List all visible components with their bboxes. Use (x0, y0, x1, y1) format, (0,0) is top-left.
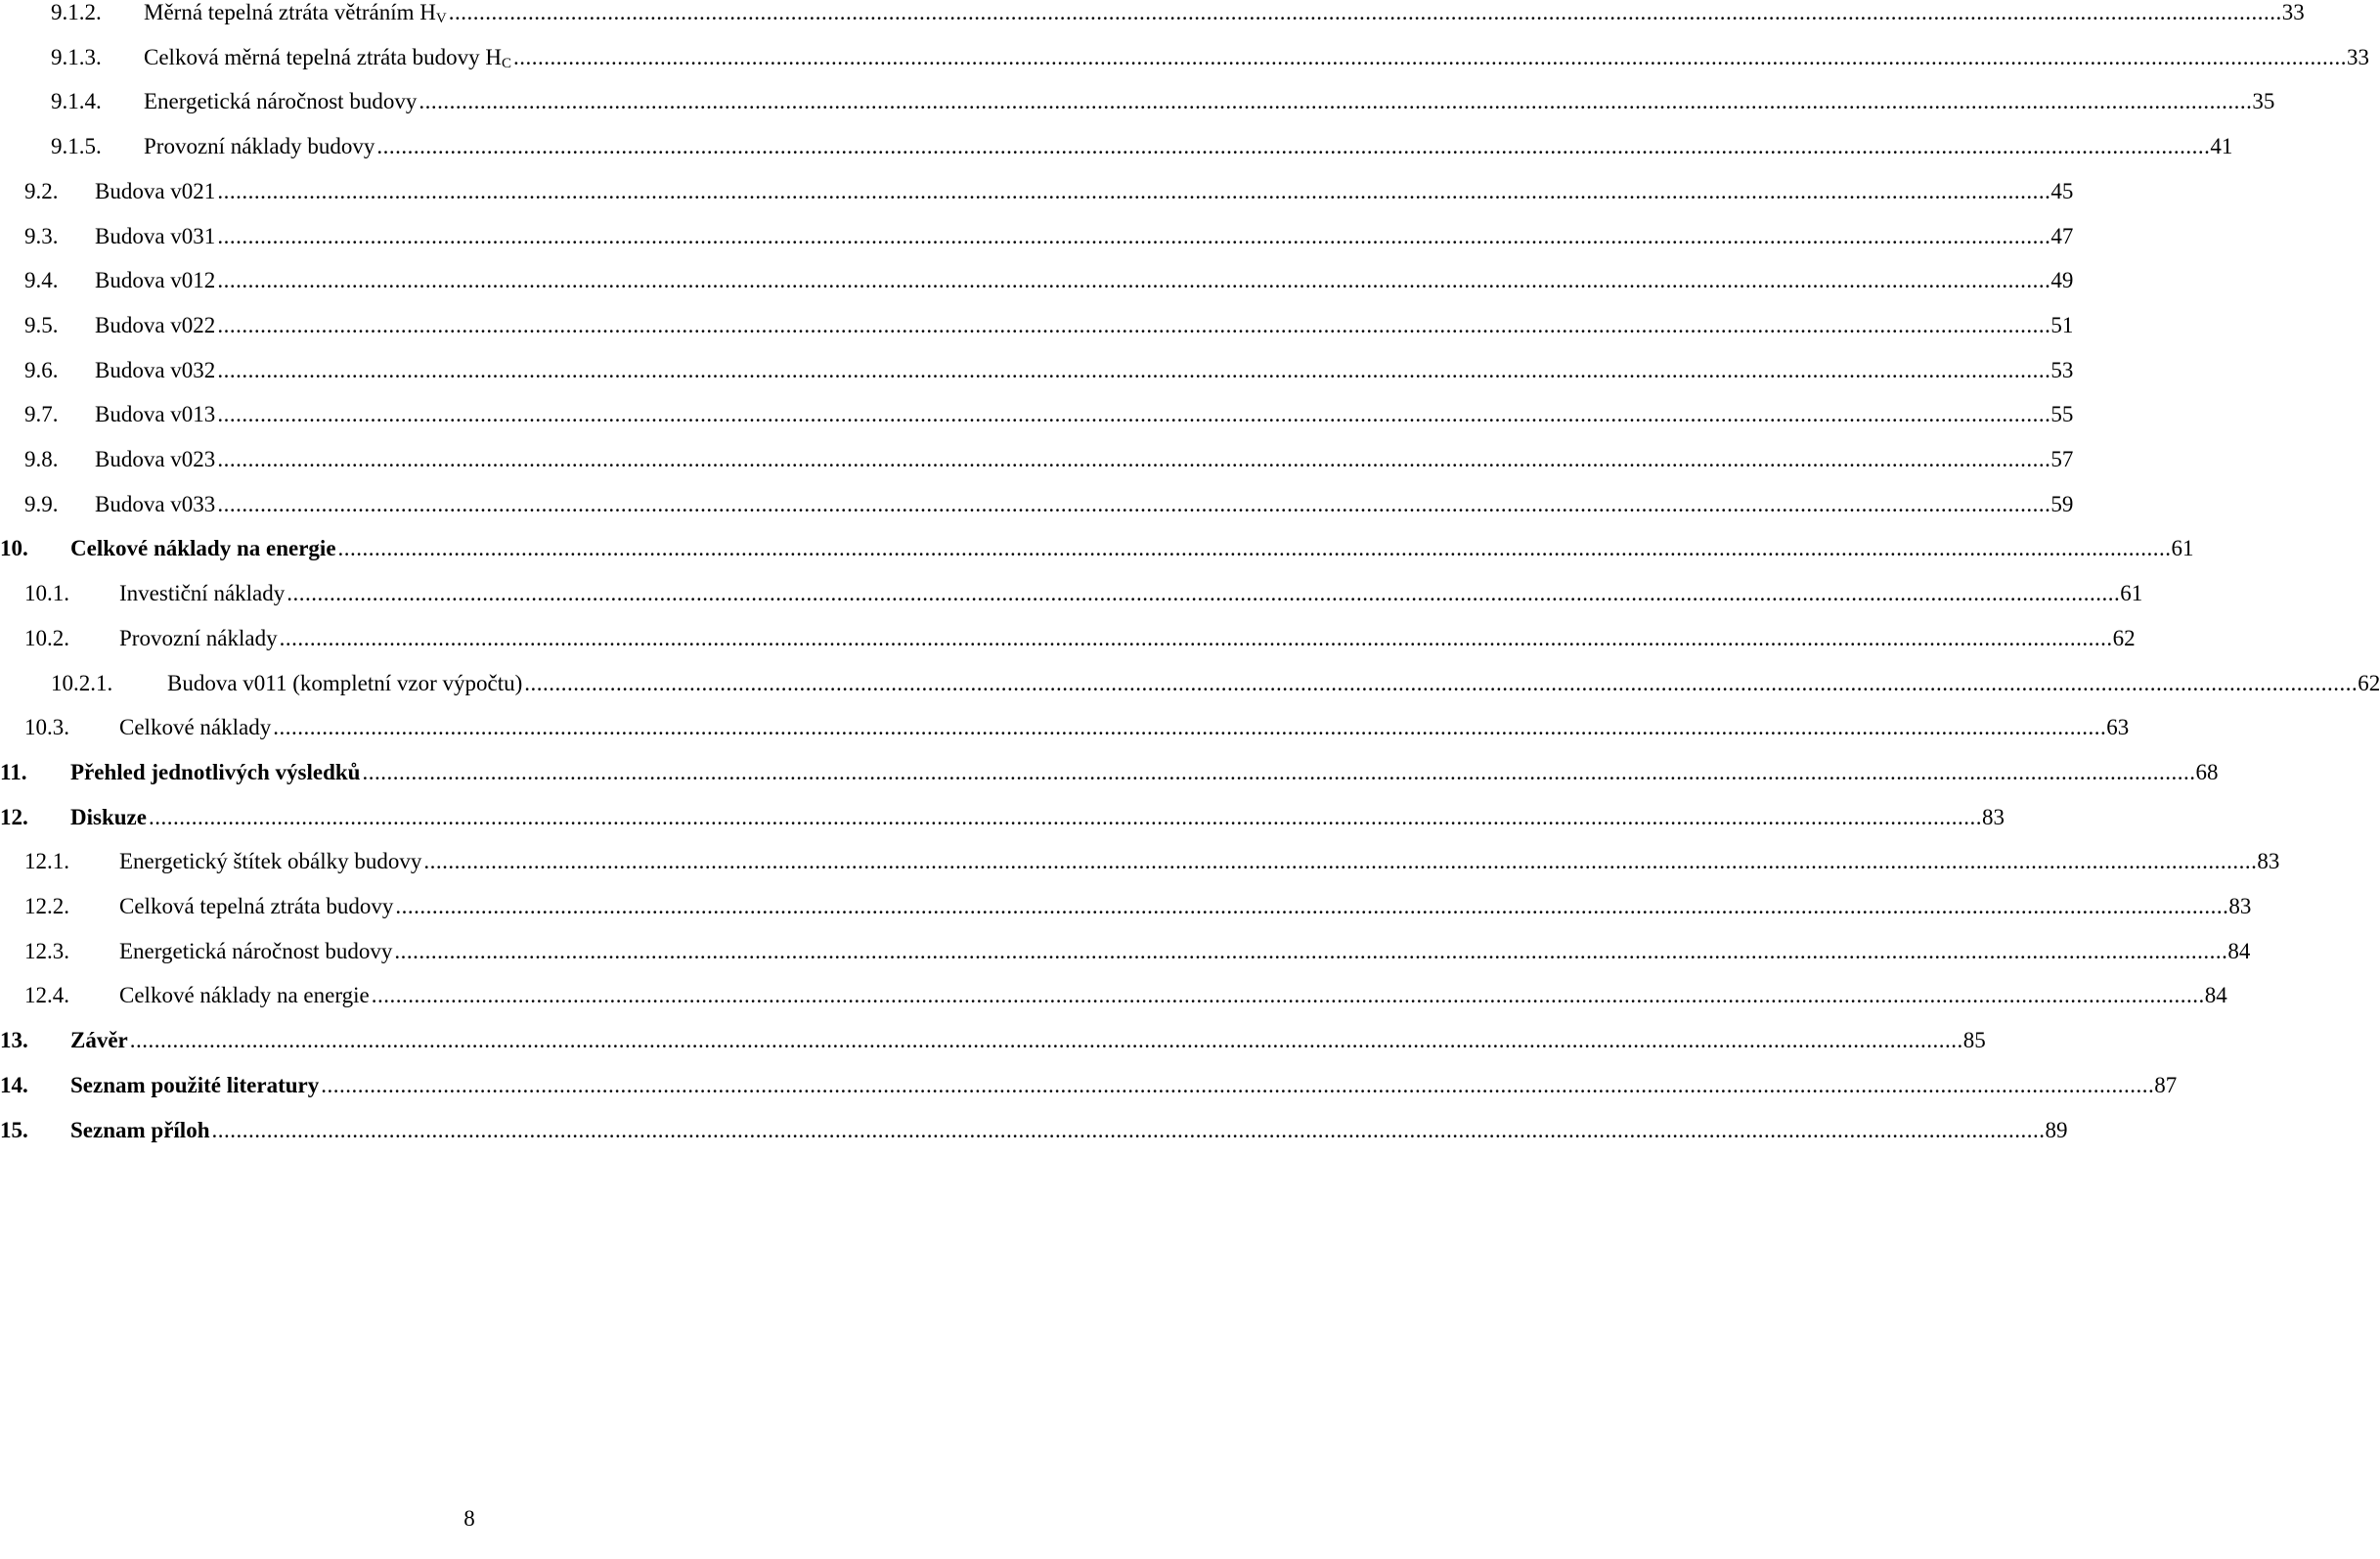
toc-entry-page: 53 (2050, 357, 2074, 382)
toc-entry-number: 12.1. (24, 849, 69, 874)
toc-entry[interactable] (0, 43, 2369, 72)
toc-entry-title: Seznam příloh (70, 1117, 210, 1142)
toc-entry-page: 85 (1962, 1028, 1986, 1053)
toc-entry-number: 10.3. (24, 715, 69, 740)
toc-entry[interactable] (0, 87, 2275, 116)
toc-entry-number: 12. (0, 804, 28, 829)
toc-entry[interactable] (0, 1026, 1986, 1055)
toc-entry-title: Měrná tepelná ztráta větráním $H_V$ (144, 0, 447, 26)
toc-entry-number: 10. (0, 536, 28, 561)
toc-entry[interactable] (0, 311, 2074, 340)
toc-dot-leader: ............................................................................................................................................................................................................................................................................................................ (217, 178, 2051, 203)
toc-entry-title: Diskuze (70, 804, 147, 829)
toc-entry[interactable] (0, 713, 2130, 742)
toc-entry-page: 55 (2050, 402, 2074, 427)
toc-entry-page: 47 (2050, 223, 2074, 248)
toc-dot-leader: ............................................................................................................................................................................................................................................................................................................ (371, 983, 2205, 1008)
toc-dot-leader: ............................................................................................................................................................................................................................................................................................................ (279, 625, 2113, 650)
toc-entry-number: 15. (0, 1117, 28, 1142)
toc-entry-title: Celkové náklady (119, 715, 272, 740)
toc-dot-leader: ............................................................................................................................................................................................................................................................................................................ (337, 536, 2172, 561)
toc-entry-title: Celková tepelná ztráta budovy (119, 894, 394, 918)
toc-entry[interactable] (0, 534, 2194, 563)
toc-entry[interactable] (0, 669, 2380, 698)
toc-dot-leader: ............................................................................................................................................................................................................................................................................................................ (423, 849, 2258, 874)
toc-entry[interactable] (0, 356, 2074, 385)
toc-entry-page: 61 (2171, 536, 2194, 561)
toc-entry-number: 9.1.5. (51, 134, 102, 159)
toc-entry-number: 9.5. (24, 312, 59, 337)
toc-entry[interactable] (0, 400, 2074, 429)
toc-entry[interactable] (0, 1116, 2068, 1145)
toc-entry-page: 83 (2257, 849, 2280, 874)
toc-entry-title: Celková měrná tepelná ztráta budovy $H_C$ (144, 44, 511, 71)
toc-entry-number: 11. (0, 759, 27, 784)
toc-dot-leader: ............................................................................................................................................................................................................................................................................................................ (362, 759, 2196, 784)
toc-entry-title: Budova v013 (95, 402, 216, 427)
toc-entry-title: Přehled jednotlivých výsledků (70, 759, 361, 784)
toc-entry[interactable] (0, 579, 2143, 608)
toc-entry-title: Budova v012 (95, 268, 216, 293)
toc-dot-leader: ............................................................................................................................................................................................................................................................................................................ (217, 312, 2051, 337)
toc-dot-leader: ............................................................................................................................................................................................................................................................................................................ (273, 715, 2107, 740)
toc-entry-title: Budova v033 (95, 491, 216, 516)
toc-entry-title: Energetický štítek obálky budovy (119, 849, 422, 874)
toc-dot-leader: ............................................................................................................................................................................................................................................................................................................ (211, 1117, 2046, 1142)
toc-entry[interactable] (0, 0, 2305, 27)
toc-dot-leader: ............................................................................................................................................................................................................................................................................................................ (512, 44, 2347, 69)
toc-entry-number: 9.3. (24, 223, 59, 248)
toc-entry-title: Investiční náklady (119, 581, 286, 606)
toc-dot-leader: ............................................................................................................................................................................................................................................................................................................ (217, 491, 2051, 516)
toc-entry-page: 89 (2045, 1117, 2068, 1142)
toc-entry[interactable] (0, 892, 2252, 921)
toc-entry-page: 62 (2358, 670, 2380, 695)
page-number: 8 (463, 1506, 475, 1531)
toc-dot-leader: ............................................................................................................................................................................................................................................................................................................ (217, 447, 2051, 471)
toc-entry-page: 41 (2210, 134, 2233, 159)
toc-entry[interactable] (0, 981, 2227, 1010)
toc-entry[interactable] (0, 758, 2219, 787)
toc-entry-page: 61 (2120, 581, 2143, 606)
toc-dot-leader: ............................................................................................................................................................................................................................................................................................................ (524, 670, 2358, 695)
toc-entry-page: 87 (2154, 1072, 2178, 1097)
toc-entry-page: 57 (2050, 447, 2074, 471)
toc-entry-number: 10.2.1. (51, 670, 113, 695)
toc-entry-page: 84 (2227, 938, 2251, 963)
toc-entry-title: Budova v023 (95, 447, 216, 471)
toc-entry-page: 33 (2346, 44, 2369, 69)
toc-entry-number: 9.4. (24, 268, 59, 293)
toc-entry[interactable] (0, 177, 2074, 206)
toc-entry-subscript: C (501, 55, 511, 71)
toc-entry-number: 9.8. (24, 447, 59, 471)
toc-entry-page: 84 (2204, 983, 2227, 1008)
toc-entry-title: Celkové náklady na energie (70, 536, 336, 561)
toc-entry[interactable] (0, 1071, 2178, 1100)
toc-entry[interactable] (0, 222, 2074, 251)
toc-dot-leader: ............................................................................................................................................................................................................................................................................................................ (395, 894, 2229, 918)
toc-dot-leader: ............................................................................................................................................................................................................................................................................................................ (217, 223, 2051, 248)
toc-entry[interactable] (0, 847, 2280, 876)
toc-entry-title: Seznam použité literatury (70, 1072, 320, 1097)
toc-entry[interactable] (0, 266, 2074, 295)
toc-entry[interactable] (0, 937, 2251, 966)
toc-entry-number: 12.3. (24, 938, 69, 963)
toc-entry-number: 12.2. (24, 894, 69, 918)
toc-entry[interactable] (0, 490, 2074, 519)
toc-entry[interactable] (0, 132, 2233, 161)
toc-entry-page: 63 (2106, 715, 2130, 740)
toc-entry-page: 51 (2050, 312, 2074, 337)
toc-entry-number: 9.1.4. (51, 89, 102, 114)
toc-entry[interactable] (0, 803, 2005, 832)
toc-entry[interactable] (0, 445, 2074, 474)
toc-entry-title: Energetická náročnost budovy (119, 938, 393, 963)
toc-entry-title: Budova v032 (95, 357, 216, 382)
toc-entry-title: Celkové náklady na energie (119, 983, 370, 1008)
toc-dot-leader: ............................................................................................................................................................................................................................................................................................................ (129, 1028, 1963, 1053)
toc-entry-title: Provozní náklady (119, 625, 278, 650)
toc-entry-number: 10.1. (24, 581, 69, 606)
toc-dot-leader: ............................................................................................................................................................................................................................................................................................................ (376, 134, 2211, 159)
toc-entry-page: 83 (2228, 894, 2252, 918)
toc-entry-number: 9.2. (24, 178, 59, 203)
toc-dot-leader: ............................................................................................................................................................................................................................................................................................................ (148, 804, 1982, 829)
toc-entry-page: 83 (1981, 804, 2005, 829)
toc-entry-number: 9.7. (24, 402, 59, 427)
toc-entry-subscript: V (435, 11, 447, 26)
toc-dot-leader: ............................................................................................................................................................................................................................................................................................................ (321, 1072, 2155, 1097)
toc-entry-title: Energetická náročnost budovy (144, 89, 418, 114)
toc-dot-leader: ............................................................................................................................................................................................................................................................................................................ (217, 357, 2051, 382)
toc-entry-number: 9.9. (24, 491, 59, 516)
toc-entry-title: Budova v022 (95, 312, 216, 337)
toc-dot-leader: ............................................................................................................................................................................................................................................................................................................ (394, 938, 2228, 963)
toc-entry-page: 49 (2050, 268, 2074, 293)
toc-entry-page: 45 (2050, 178, 2074, 203)
toc-entry-number: 10.2. (24, 625, 69, 650)
toc-dot-leader: ............................................................................................................................................................................................................................................................................................................ (217, 268, 2051, 293)
toc-entry-page: 35 (2252, 89, 2275, 114)
toc-entry-title: Budova v011 (kompletní vzor výpočtu) (167, 670, 523, 695)
toc-dot-leader: ............................................................................................................................................................................................................................................................................................................ (419, 89, 2253, 114)
toc-entry-title: Závěr (70, 1028, 128, 1053)
toc-dot-leader: ............................................................................................................................................................................................................................................................................................................ (217, 402, 2051, 427)
toc-dot-leader: ............................................................................................................................................................................................................................................................................................................ (448, 0, 2282, 24)
toc-entry-title: Budova v021 (95, 178, 216, 203)
toc-dot-leader: ............................................................................................................................................................................................................................................................................................................ (286, 581, 2121, 606)
toc-entry-title: Provozní náklady budovy (144, 134, 375, 159)
toc-entry-page: 62 (2112, 625, 2136, 650)
toc-entry-number: 9.6. (24, 357, 59, 382)
toc-entry-number: 13. (0, 1028, 28, 1053)
toc-entry-number: 9.1.2. (51, 0, 102, 24)
toc-entry-number: 9.1.3. (51, 44, 102, 69)
toc-entry-title: Budova v031 (95, 223, 216, 248)
toc-entry-page: 33 (2281, 0, 2305, 24)
toc-entry[interactable] (0, 624, 2136, 653)
toc-entry-number: 14. (0, 1072, 28, 1097)
toc-entry-page: 59 (2050, 491, 2074, 516)
toc-entry-page: 68 (2195, 759, 2219, 784)
toc-entry-number: 12.4. (24, 983, 69, 1008)
